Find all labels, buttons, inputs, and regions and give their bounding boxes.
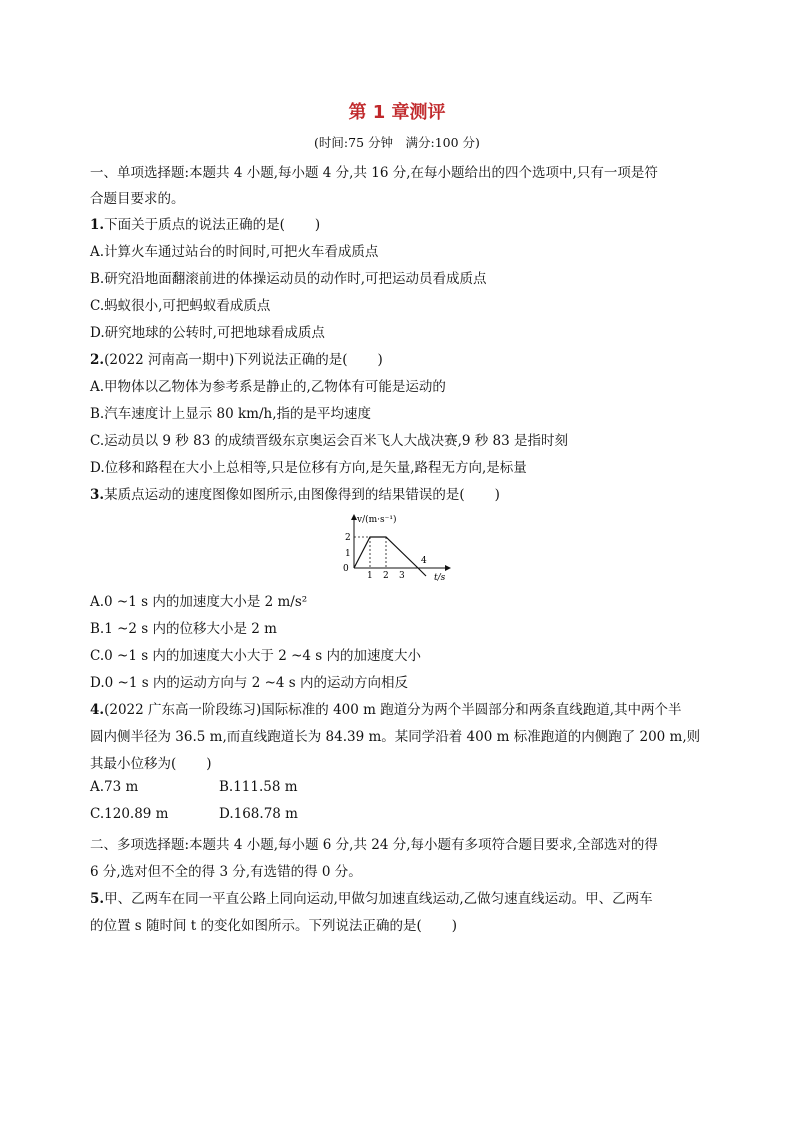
question-4-option-b: B.111.58 m [219,779,298,795]
answer-paren-close: ) [451,918,458,934]
y-axis-label: v/(m·s⁻¹) [357,515,397,525]
question-1-option-a: A.计算火车通过站台的时间时,可把火车看成质点 [90,244,379,260]
answer-paren-close: ) [494,487,500,503]
origin-label: 0 [343,564,349,574]
section2-heading-line1: 二、多项选择题:本题共 4 小题,每小题 6 分,共 24 分,每小题有多项符合题目要求,全部选对的得 [90,837,658,853]
question-4-stem-line3 [90,752,212,772]
y-tick-label: 1 [345,549,351,559]
exam-info: (时间:75 分钟 满分:100 分) [314,135,480,150]
question-text: 某质点运动的速度图像如图所示,由图像得到的结果错误的是( [104,487,465,503]
answer-paren-close: ) [377,352,383,368]
x-tick-label: 1 [367,571,373,581]
section1-heading-line2: 合题目要求的。 [90,191,185,207]
x-axis-label: t/s [434,573,446,582]
question-number: 3. [90,487,105,503]
question-3-option-c: C.0 ~1 s 内的加速度大小大于 2 ~4 s 内的加速度大小 [90,648,422,664]
question-2-option-d: D.位移和路程在大小上总相等,只是位移有方向,是矢量,路程无方向,是标量 [90,460,527,476]
question-text: (2022 广东高一阶段练习)国际标准的 400 m 跑道分为两个半圆部分和两条直线跑道,其中两个半 [104,702,682,718]
question-4-option-c: C.120.89 m [90,806,169,822]
question-text: (2022 河南高一期中)下列说法正确的是( [104,352,348,368]
question-number: 4. [90,702,105,718]
velocity-line [354,537,426,576]
question-text: 其最小位移为( [90,756,177,772]
question-1-option-b: B.研究沿地面翻滚前进的体操运动员的动作时,可把运动员看成质点 [90,271,487,287]
question-number: 5. [90,891,105,907]
question-3-option-b: B.1 ~2 s 内的位移大小是 2 m [90,621,277,637]
question-number: 1. [90,217,105,233]
question-3-option-d: D.0 ~1 s 内的运动方向与 2 ~4 s 内的运动方向相反 [90,675,409,691]
question-number: 2. [90,352,105,368]
question-2-option-c: C.运动员以 9 秒 83 的成绩晋级东京奥运会百米飞人大战决赛,9 秒 83 是指时刻 [90,433,569,449]
question-3-stem [90,483,500,503]
question-5-stem-line2 [90,914,457,934]
question-text: 下面关于质点的说法正确的是( [104,217,285,233]
section1-heading-line1: 一、单项选择题:本题共 4 小题,每小题 4 分,共 16 分,在每小题给出的四个选项中,只有一项是符 [90,165,658,181]
question-2-option-b: B.汽车速度计上显示 80 km/h,指的是平均速度 [90,406,371,422]
x-tick-label: 3 [399,571,405,581]
velocity-time-graph [338,512,462,582]
question-4-stem-line1 [90,698,682,718]
question-2-stem [90,348,383,368]
x-tick-label: 2 [383,571,389,581]
section2-heading-line2: 6 分,选对但不全的得 3 分,有选错的得 0 分。 [90,864,362,880]
question-4-option-d: D.168.78 m [219,806,298,822]
question-5-stem-line1 [90,887,653,907]
answer-paren-close: ) [206,756,212,772]
answer-paren-close: ) [314,217,321,233]
page-title: 第 1 章测评 [348,102,446,123]
question-1-option-c: C.蚂蚁很小,可把蚂蚁看成质点 [90,298,271,314]
question-1-stem [90,213,320,233]
question-1-option-d: D.研究地球的公转时,可把地球看成质点 [90,325,325,341]
y-tick-label: 2 [345,533,351,543]
question-4-stem-line2: 圆内侧半径为 36.5 m,而直线跑道长为 84.39 m。某同学沿着 400 m 标准跑道的内侧跑了 200 m,则 [90,729,701,745]
x-tick-label: 4 [421,556,427,566]
question-4-option-a: A.73 m [90,779,139,795]
question-text: 甲、乙两车在同一平直公路上同向运动,甲做匀加速直线运动,乙做匀速直线运动。甲、乙两车 [104,891,653,907]
question-text: 的位置 s 随时间 t 的变化如图所示。下列说法正确的是( [90,918,422,934]
question-3-option-a: A.0 ~1 s 内的加速度大小是 2 m/s² [90,594,308,610]
question-2-option-a: A.甲物体以乙物体为参考系是静止的,乙物体有可能是运动的 [90,379,446,395]
